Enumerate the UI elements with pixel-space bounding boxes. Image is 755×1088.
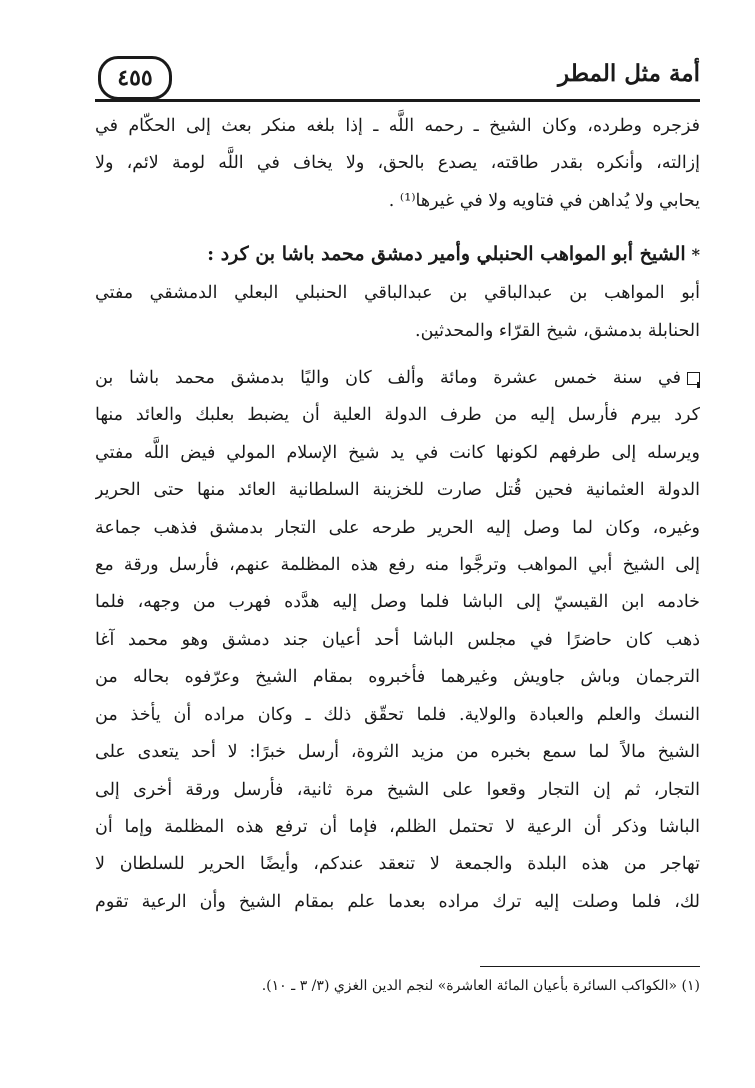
section-heading-text: الشيخ أبو المواهب الحنبلي وأمير دمشق محمد باشا بن كرد : bbox=[207, 243, 686, 266]
text-line: الشيخ مالاً لما سمع بخبره من مزيد الثروة، أرسل خبرًا: لا أحد يتعدى على bbox=[95, 742, 700, 763]
header-rule bbox=[95, 99, 700, 102]
page-number: ٤٥٥ bbox=[117, 65, 153, 91]
text-line: الحنابلة بدمشق، شيخ القرّاء والمحدثين. bbox=[415, 320, 700, 341]
text-line-content: في سنة خمس عشرة ومائة وألف كان واليًا بدمشق محمد باشا بن bbox=[95, 368, 681, 389]
section-heading bbox=[95, 234, 700, 275]
running-title: أمة مثل المطر bbox=[558, 60, 700, 87]
page-number-badge bbox=[98, 56, 172, 100]
text-line: النسك والعلم والعبادة والولاية. فلما تحقّق ذلك ـ وكان مراده أن يأخذ من bbox=[95, 704, 700, 725]
box-bullet-icon bbox=[687, 372, 700, 385]
text-line: لك، فلما وصلت إليه ترك مراده بعدما علم بمقام الشيخ وأن الرعية تقوم bbox=[95, 891, 700, 912]
text-line: الباشا وذكر أن الرعية لا تحتمل الظلم، فإما أن ترفع هذه المظلمة وإما أن bbox=[95, 816, 700, 837]
text-line: أبو المواهب بن عبدالباقي بن عبدالباقي الحنبلي البعلي الدمشقي مفتي bbox=[95, 283, 700, 304]
text-line: التجار، ثم إن التجار وقعوا على الشيخ مرة ثانية، فأرسل ورقة أخرى إلى bbox=[95, 779, 700, 800]
text-line: يحابي ولا يُداهن في فتاويه ولا في غيرها⁽¹⁾ . bbox=[388, 190, 700, 211]
text-line: إلى الشيخ أبي المواهب وترجَّوا منه رفع هذه المظلمة عنهم، فأرسل ورقة مع bbox=[95, 555, 700, 576]
text-line: تهاجر من هذه البلدة والجمعة لا تنعقد عندكم، وأيضًا الحرير للسلطان لا bbox=[95, 854, 700, 875]
text-line: الترجمان وباش جاويش وغيرهما فأخبروه بمقام الشيخ وعرّفوه بحاله من bbox=[95, 667, 700, 688]
footnote: (١) «الكواكب السائرة بأعيان المائة العاشرة» لنجم الدين الغزي (٣/ ٣ ـ ١٠). bbox=[261, 978, 700, 994]
text-line: وغيره، وكان لما وصل إليه الحرير طرحه على التجار بدمشق فذهب جماعة bbox=[95, 517, 700, 538]
text-line: ويرسله إلى طرفهم لكونها كانت في يد شيخ الإسلام المولي فيض اللَّه مفتي bbox=[95, 442, 700, 463]
text-line: خادمه ابن القيسيّ إلى الباشا فلما وصل إليه هدَّده فهرب من وجهه، فلما bbox=[95, 592, 700, 613]
text-line: كرد بيرم فأرسل إليه من طرف الدولة العلية أن يضبط بعلبك والعائد منها bbox=[95, 405, 700, 426]
text-line: إزالته، وأنكره بقدر طاقته، يصدع بالحق، ولا يخاف في اللَّه لومة لائم، ولا bbox=[95, 153, 700, 174]
star-icon: * bbox=[691, 245, 700, 265]
footnote-rule bbox=[480, 966, 700, 967]
page-header bbox=[95, 48, 700, 104]
text-line bbox=[95, 360, 700, 397]
text-line: الدولة العثمانية فحين قُتل صارت للخزينة السلطانية العائد منها حتى الحرير bbox=[95, 480, 700, 501]
text-line: ذهب كان حاضرًا في مجلس الباشا أحد أعيان جند دمشق وهو محمد آغا bbox=[95, 629, 700, 650]
page-body bbox=[95, 108, 700, 921]
text-line: فزجره وطرده، وكان الشيخ ـ رحمه اللَّه ـ إذا بلغه منكر بعث إلى الحكّام في bbox=[95, 116, 700, 136]
